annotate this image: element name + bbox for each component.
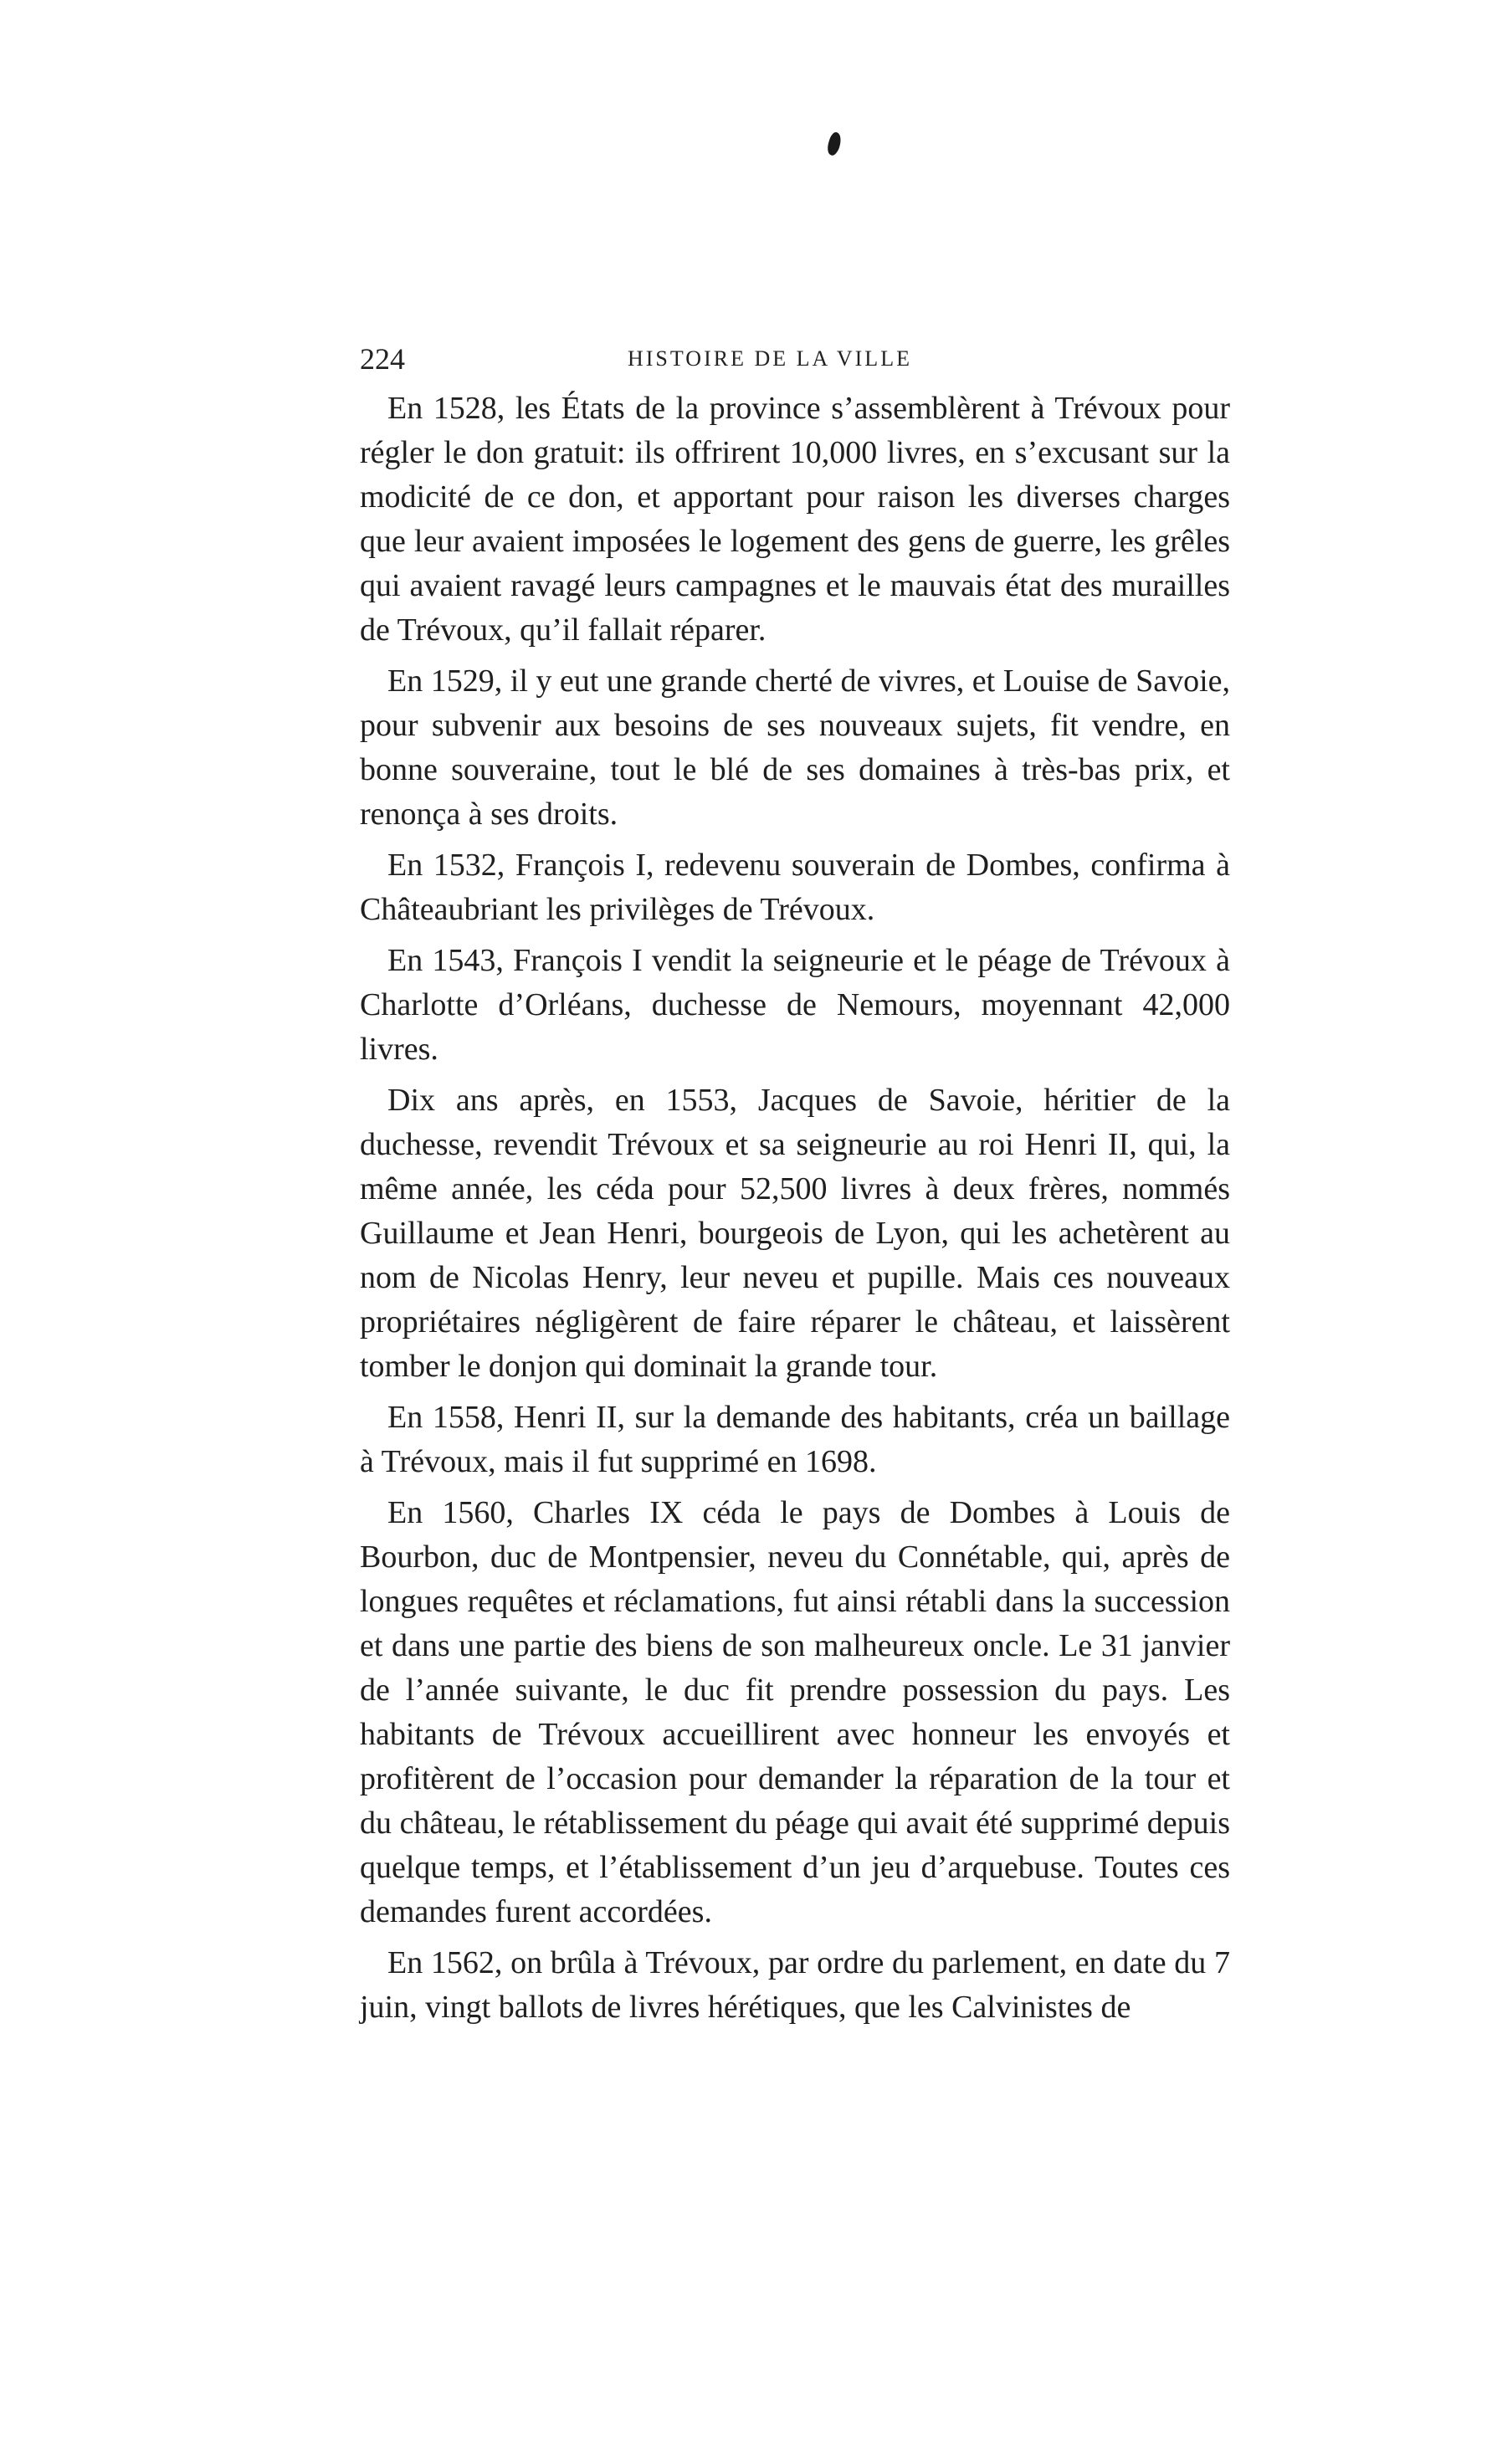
ink-mark bbox=[825, 131, 843, 157]
running-title: HISTOIRE DE LA VILLE bbox=[628, 346, 912, 371]
paragraph-1560: En 1560, Charles IX céda le pays de Dombes à Louis de Bourbon, duc de Montpensier, neveu du Connétable, qui, après de longues requêtes et réclamations, fut ainsi rétabli dans la succession et dans une partie des biens de son malheureux oncle. Le 31 janvier de l’année suivante, le duc fit prendre possession du pays. Les habitants de Trévoux accueillirent avec honneur les envoyés et profitèrent de l’occasion pour demander la réparation de la tour et du château, le rétablissement du péage qui avait été supprimé depuis quelque temps, et l’établissement d’un jeu d’arquebuse. Toutes ces demandes furent accordées. bbox=[360, 1495, 1230, 1929]
paragraph-1562: En 1562, on brûla à Trévoux, par ordre du parlement, en date du 7 juin, vingt ballots de livres hérétiques, que les Calvinistes de bbox=[360, 1945, 1230, 2025]
page-header bbox=[360, 341, 1230, 383]
page-number: 224 bbox=[360, 342, 405, 376]
paragraph-1543: En 1543, François I vendit la seigneurie et le péage de Trévoux à Charlotte d’Orléans, duchesse de Nemours, moyennant 42,000 livres. bbox=[360, 943, 1230, 1067]
paragraph-1553: Dix ans après, en 1553, Jacques de Savoie, héritier de la duchesse, revendit Trévoux et sa seigneurie au roi Henri II, qui, la même année, les céda pour 52,500 livres à deux frères, nommés Guillaume et Jean Henri, bourgeois de Lyon, qui les achetèrent au nom de Nicolas Henry, leur neveu et pupille. Mais ces nouveaux propriétaires négligèrent de faire réparer le château, et laissèrent tomber le donjon qui dominait la grande tour. bbox=[360, 1083, 1230, 1384]
paragraph-1528: En 1528, les États de la province s’assemblèrent à Trévoux pour régler le don gratuit: ils offrirent 10,000 livres, en s’excusant sur la modicité de ce don, et apportant pour raison les diverses charges que leur avaient imposées le logement des gens de guerre, les grêles qui avaient ravagé leurs campagnes et le mauvais état des murailles de Trévoux, qu’il fallait réparer. bbox=[360, 391, 1230, 648]
paragraph-1529: En 1529, il y eut une grande cherté de vivres, et Louise de Savoie, pour subvenir aux besoins de ses nouveaux sujets, fit vendre, en bonne souveraine, tout le blé de ses domaines à très-bas prix, et renonça à ses droits. bbox=[360, 663, 1230, 832]
paragraph-1558: En 1558, Henri II, sur la demande des habitants, créa un baillage à Trévoux, mais il fut supprimé en 1698. bbox=[360, 1400, 1230, 1479]
body-text bbox=[360, 387, 1230, 2036]
paragraph-1532: En 1532, François I, redevenu souverain de Dombes, confirma à Châteaubriant les privilèges de Trévoux. bbox=[360, 848, 1230, 927]
